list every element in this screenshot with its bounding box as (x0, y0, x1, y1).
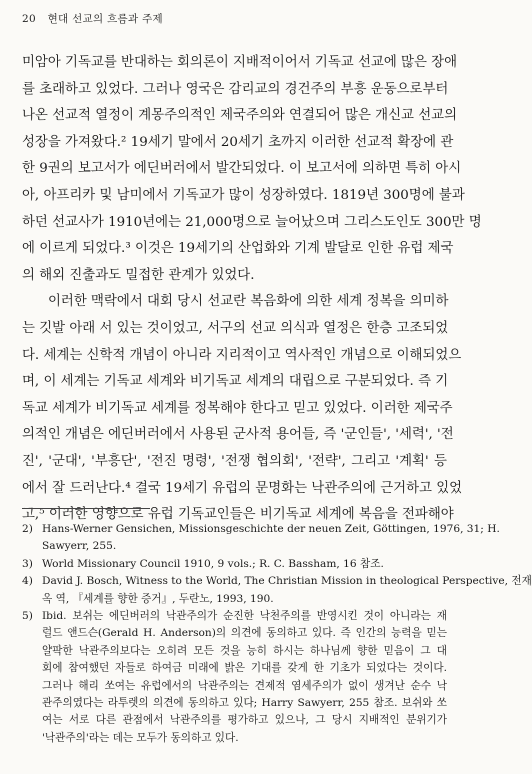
footnote-line: 럴드 앤드슨(Gerald H. Anderson)의 의견에 동의하고 있다. 즉 인간의 능력을 믿는 (42, 627, 447, 640)
footnote-line: 그러나 해리 쏘여는 유럽에서의 낙관주의는 견제적 염세주의가 없이 생겨난 순수 낙 (42, 679, 447, 692)
footnote-line: 여는 서로 다른 관점에서 낙관주의를 평가하고 있으나, 그 당시 지배적인 분위기가 (42, 714, 447, 727)
running-header (22, 11, 163, 26)
body-line: 진', '군대', '부흥단', '전진 명령', '전쟁 협의회', '전략', 그리고 '계획' 등 (22, 453, 447, 469)
footnote-number: 4) (22, 575, 33, 588)
footnote-divider (22, 508, 150, 509)
footnote-number: 5) (22, 609, 33, 622)
body-line: 에 이르게 되었다.³ 이것은 19세기의 산업화와 기계 발달로 인한 유럽 제국 (22, 241, 454, 257)
footnote-line: 옥 역, 『세계를 향한 증거』, 두란노, 1993, 190. (42, 592, 274, 605)
body-line: 다. 세계는 신학적 개념이 아니라 지리적이고 역사적인 개념으로 이해되었으 (22, 347, 462, 363)
footnote-line: 관주의였다는 라투렛의 의견에 동의하고 있다; Harry Sawyerr, 255 참조. 보쉬와 쏘 (42, 696, 447, 709)
body-line: 나온 선교적 열정이 계몽주의적인 제국주의와 연결되어 많은 개신교 선교의 (22, 108, 458, 124)
body-line: 성장을 가져왔다.² 19세기 말에서 20세기 초까지 이러한 선교적 확장에 관 (22, 134, 454, 150)
body-line: 이러한 맥락에서 대회 당시 선교란 복음화에 의한 세계 정복을 의미하 (48, 294, 449, 310)
body-text (22, 50, 482, 529)
body-line: 의 해외 진출과도 밀접한 관계가 있었다. (22, 267, 255, 283)
body-line: 하던 선교사가 1910년에는 21,000명으로 늘어났으며 그리스도인도 300만 명 (22, 214, 482, 230)
footnote (22, 556, 447, 573)
footnotes (22, 521, 532, 747)
footnote (22, 608, 447, 747)
body-line: 는 깃발 아래 서 있는 것이었고, 서구의 선교 의식과 열정은 한층 고조되었 (22, 320, 449, 336)
footnote-line: Ibid. 보쉬는 에딘버러의 낙관주의가 순진한 낙천주의를 반영시킨 것이 아니라는 재 (42, 609, 447, 622)
page-number: 20 (22, 13, 36, 25)
footnote-line: Hans-Werner Gensichen, Missionsgeschichte der neuen Zeit, Göttingen, 1976, 31; H. (42, 523, 500, 535)
body-line: 독교 세계가 비기독교 세계를 정복해야 한다고 믿고 있었다. 이러한 제국주 (22, 400, 453, 416)
footnote-line: David J. Bosch, Witness to the World, The Christian Mission in theological Perspective, 전재 (42, 575, 532, 588)
body-line: 를 초래하고 있었다. 그러나 영국은 감리교의 경건주의 부흥 운동으로부터 (22, 81, 449, 97)
body-line: 에서 잘 드러난다.⁴ 결국 19세기 유럽의 문명화는 낙관주의에 근거하고 있었 (22, 480, 463, 496)
footnote-line: World Missionary Council 1910, 9 vols.; R. C. Bassham, 16 참조. (42, 557, 384, 570)
body-line: 의적인 개념은 에딘버러에서 사용된 군사적 용어들, 즉 '군인들', '세력', '전 (22, 427, 454, 443)
footnote-line: '낙관주의'라는 데는 모두가 동의하고 있다. (42, 731, 239, 744)
footnote-number: 3) (22, 557, 33, 570)
footnote (22, 573, 532, 608)
body-line: 아, 아프리카 및 남미에서 기독교가 많이 성장하였다. 1819년 300명에 불과 (22, 187, 465, 203)
footnote-line: Sawyerr, 255. (42, 540, 117, 553)
running-title: 현대 선교의 흐름과 주제 (47, 13, 163, 25)
body-line: 미암아 기독교를 반대하는 회의론이 지배적이어서 기독교 선교에 많은 장애 (22, 55, 458, 70)
body-line: 고,⁵ 이러한 영향으로 유럽 기독교인들은 비기독교 세계에 복음을 전파해야 (22, 507, 454, 523)
footnote-number: 2) (22, 523, 33, 535)
body-line: 한 9권의 보고서가 에딘버러에서 발간되었다. 이 보고서에 의하면 특히 아시 (22, 161, 462, 177)
footnote (22, 521, 500, 556)
footnote-line: 얄팍한 낙관주의보다는 오히려 모든 것을 능히 하시는 하나님께 향한 믿음이 그 대 (42, 644, 447, 657)
body-line: 며, 이 세계는 기독교 세계와 비기독교 세계의 대립으로 구분되었다. 즉 기 (22, 374, 449, 390)
footnote-line: 회에 참여했던 자들로 하여금 미래에 밝은 기대를 갖게 한 기초가 되었다는 것이다. (42, 662, 447, 675)
